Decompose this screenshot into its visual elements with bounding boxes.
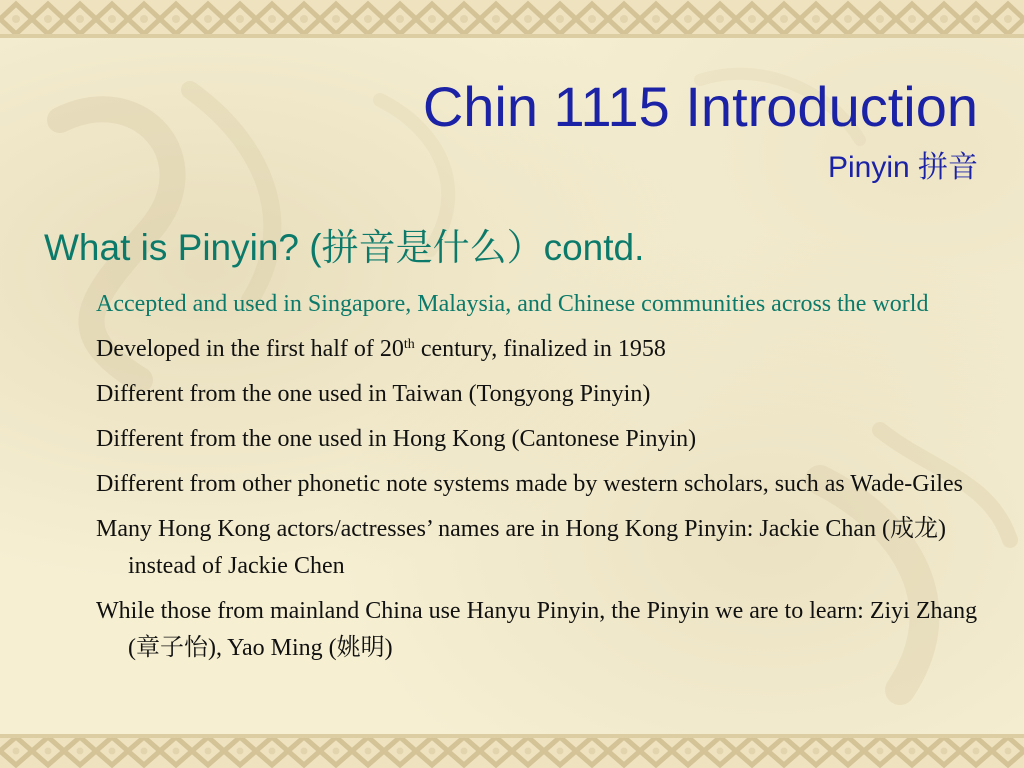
- bottom-border-pattern: [0, 734, 1024, 768]
- bullet-mainland: While those from mainland China use Hanyu Pinyin, the Pinyin we are to learn: Ziyi Zhang (章子怡), Yao Ming (姚明): [96, 598, 978, 661]
- bullet-developed-text-end: century, finalized in 1958: [414, 336, 666, 362]
- bullet-hong-kong: Different from the one used in Hong Kong (Cantonese Pinyin): [96, 426, 697, 452]
- bullet-developed: [96, 331, 986, 368]
- bullet-hk-actors: Many Hong Kong actors/actresses’ names are in Hong Kong Pinyin: Jackie Chan (成龙) instead of Jackie Chen: [96, 516, 947, 579]
- top-border-pattern: [0, 0, 1024, 38]
- bullet-developed-text: Developed in the first half of 20: [96, 336, 404, 362]
- bullet-accepted: Accepted and used in Singapore, Malaysia, and Chinese communities across the world: [96, 291, 929, 317]
- bullet-taiwan: Different from the one used in Taiwan (Tongyong Pinyin): [96, 381, 651, 407]
- section-heading: What is Pinyin? (拼音是什么）contd.: [44, 227, 645, 268]
- slide-subtitle: Pinyin 拼音: [827, 151, 978, 184]
- ordinal-superscript: th: [403, 337, 415, 352]
- slide-title: Chin 1115 Introduction: [422, 75, 978, 138]
- bullet-list: [96, 286, 986, 675]
- bullet-western-systems: Different from other phonetic note systems made by western scholars, such as Wade-Giles: [96, 471, 963, 497]
